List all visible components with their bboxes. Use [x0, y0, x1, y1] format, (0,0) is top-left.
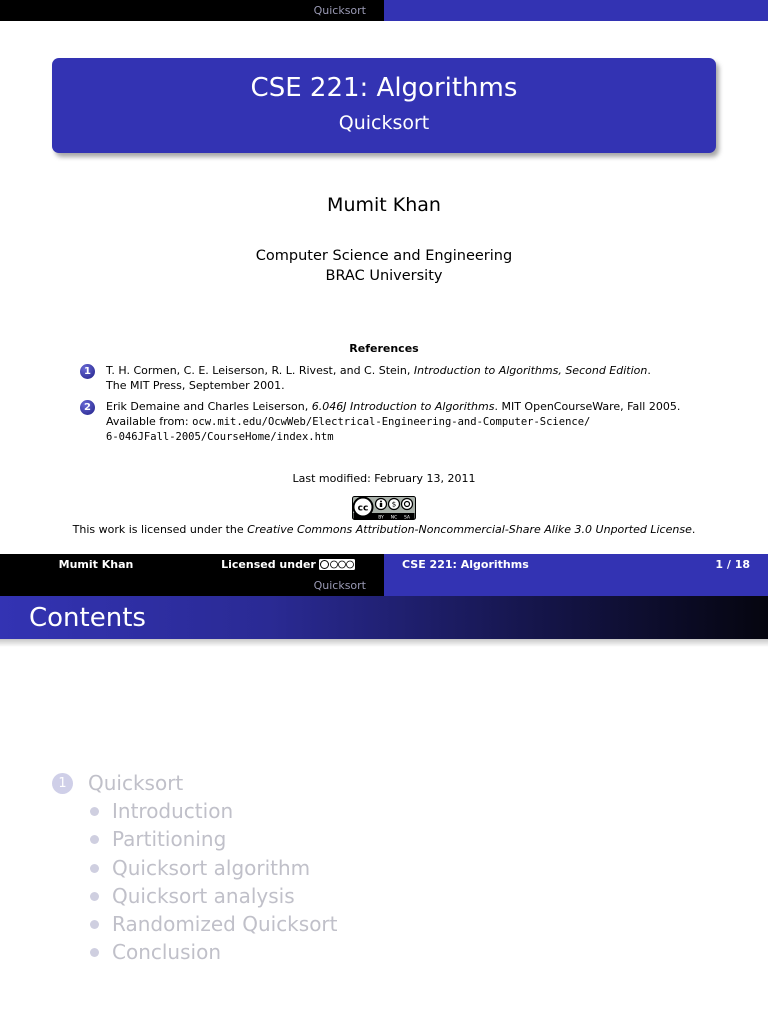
svg-text:BY: BY: [378, 515, 384, 520]
last-modified: Last modified: February 13, 2011: [292, 472, 476, 485]
reference-publisher: The MIT Press, September 2001.: [106, 379, 285, 392]
reference-url[interactable]: ocw.mit.edu/OcwWeb/Electrical-Engineering-and-Computer-Science/: [192, 416, 591, 428]
enumeration-ball-icon: 1: [52, 773, 73, 794]
reference-url-cont[interactable]: 6-046JFall-2005/CourseHome/index.htm: [106, 431, 334, 443]
license-link[interactable]: Creative Commons Attribution-Noncommercial-Share Alike 3.0 Unported License: [247, 523, 692, 536]
reference-available: Available from:: [106, 415, 193, 428]
bullet-dot-icon: [90, 864, 99, 873]
reference-punct: .: [647, 364, 651, 377]
footer-licensed-label: Licensed under: [221, 558, 316, 571]
svg-text:NC: NC: [390, 515, 398, 520]
toc-subsection-label: Quicksort algorithm: [112, 855, 311, 880]
toc-subsection-label: Partitioning: [112, 827, 227, 852]
bullet-dot-icon: [90, 948, 99, 957]
bullet-dot-icon: [90, 807, 99, 816]
reference-authors: T. H. Cormen, C. E. Leiserson, R. L. Rivest, and C. Stein,: [106, 364, 414, 377]
footer-author: Mumit Khan: [58, 558, 134, 571]
toc-subsection[interactable]: [90, 882, 338, 910]
headline-bar: [0, 575, 768, 596]
presentation-title: CSE 221: Algorithms: [250, 73, 518, 103]
headline-right: [384, 575, 768, 596]
svg-text:cc: cc: [357, 503, 369, 514]
toc-section-label: Quicksort: [88, 771, 184, 795]
references-heading: References: [349, 342, 419, 355]
bullet-dot-icon: [90, 892, 99, 901]
bullet-dot-icon: [90, 835, 99, 844]
toc-subsection-label: Quicksort analysis: [112, 883, 295, 908]
table-of-contents: [52, 771, 338, 967]
svg-text:$: $: [391, 500, 397, 509]
toc-subsection[interactable]: [90, 938, 338, 966]
toc-subsection[interactable]: [90, 854, 338, 882]
toc-subsection-label: Randomized Quicksort: [112, 912, 338, 937]
toc-subsection-label: Conclusion: [112, 940, 221, 965]
enumeration-ball-icon: 2: [80, 400, 95, 415]
toc-section[interactable]: [52, 771, 338, 795]
reference-title: Introduction to Algorithms, Second Edition: [413, 364, 648, 377]
footline-bar: [0, 554, 768, 575]
reference-item: [80, 399, 720, 445]
reference-item: [80, 363, 720, 393]
enumeration-ball-icon: 1: [80, 364, 95, 379]
bullet-dot-icon: [90, 920, 99, 929]
headline-bar: [0, 0, 768, 21]
svg-text:SA: SA: [403, 515, 411, 520]
toc-subsection[interactable]: [90, 910, 338, 938]
toc-subsection[interactable]: [90, 825, 338, 853]
reference-source: . MIT OpenCourseWare, Fall 2005.: [494, 400, 681, 413]
institution: [0, 246, 768, 286]
cc-mini-icon: [319, 559, 355, 570]
footer-course: CSE 221: Algorithms: [402, 558, 529, 571]
slide-contents: [0, 575, 768, 1024]
author-name: Mumit Khan: [327, 194, 441, 216]
frame-title: Contents: [0, 596, 768, 639]
footer-license: [192, 558, 384, 571]
headline-right: [384, 0, 768, 21]
headline-section[interactable]: Quicksort: [0, 0, 384, 21]
toc-subsection[interactable]: [90, 797, 338, 825]
footer-page-number: 1 / 18: [715, 558, 750, 571]
headline-section[interactable]: Quicksort: [0, 575, 384, 596]
license-prefix: This work is licensed under the: [72, 523, 248, 536]
presentation-subtitle: Quicksort: [338, 112, 430, 134]
frame-title-shadow: [0, 639, 768, 647]
institution-university: BRAC University: [325, 268, 443, 284]
institution-department: Computer Science and Engineering: [255, 248, 513, 264]
title-block: [52, 58, 716, 153]
license-suffix: .: [691, 523, 696, 536]
toc-subsection-label: Introduction: [112, 799, 234, 823]
reference-title: 6.046J Introduction to Algorithms: [311, 400, 495, 413]
license-statement: [0, 523, 768, 536]
reference-authors: Erik Demaine and Charles Leiserson,: [106, 400, 312, 413]
cc-by-nc-sa-badge[interactable]: [352, 496, 416, 520]
